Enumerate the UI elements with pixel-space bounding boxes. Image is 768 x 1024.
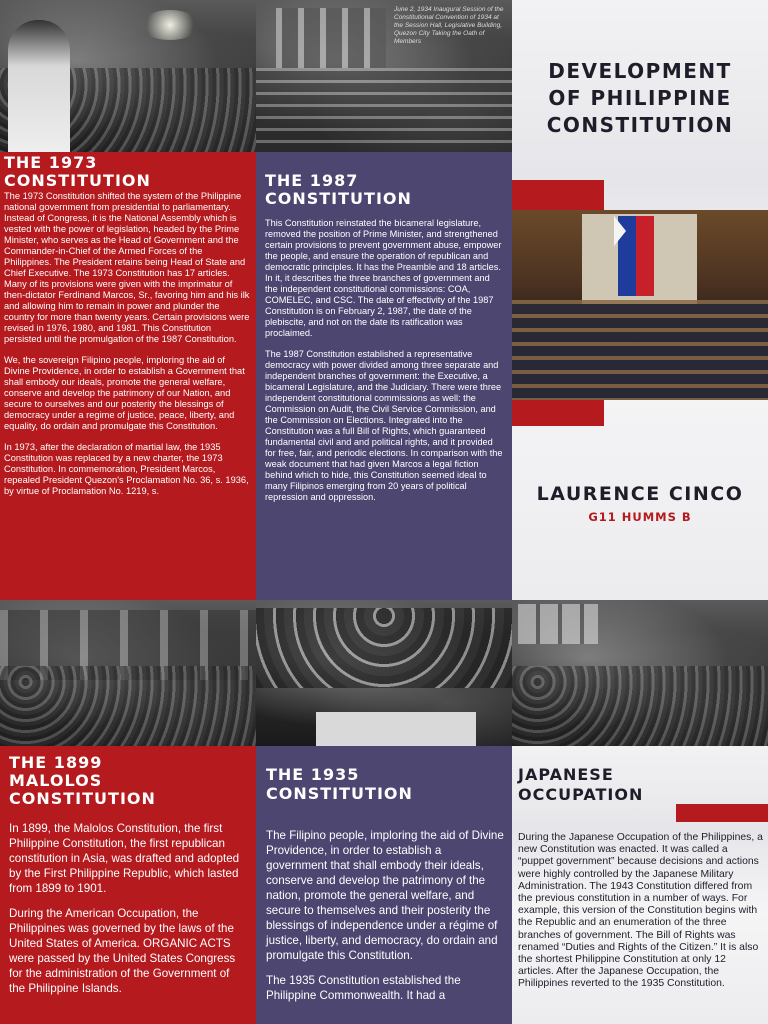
section-1987-heading — [265, 172, 412, 208]
signing-1935-photo — [256, 600, 512, 746]
section-1973-heading — [4, 154, 151, 190]
chandelier-glow — [140, 10, 200, 40]
heading-line-2: CONSTITUTION — [265, 189, 412, 208]
heading-line-1: THE 1935 — [266, 765, 360, 784]
crowd-texture — [512, 666, 768, 746]
heading-line-2: MALOLOS — [9, 771, 103, 790]
heading-line-1: THE 1899 — [9, 753, 103, 772]
flag-red-stripe — [636, 216, 654, 296]
paragraph: During the Japanese Occupation of the Philippines, a new Constitution was enacted. It was called a “puppet government” because decisions and actions were highly controlled by the Japanese Military Administration. The 1943 Constitution differed from the previous constitution in a number of ways. For example, this version of the Constitution begins with the Republic and an enumeration of the three branches of government. The Bill of Rights was renamed “Duties and Rights of the Citizen.” It is also the shortest Philippine Constitution at only 12 articles. After the Japanese Occupation, the Philippines reverted to the 1935 Constitution. — [518, 832, 763, 990]
japanese-assembly-photo — [512, 600, 768, 746]
marcos-speech-photo — [0, 0, 256, 152]
section-japanese-heading — [518, 765, 643, 805]
author-name: LAURENCE CINCO — [536, 483, 744, 505]
heading-line-1: THE 1987 — [265, 171, 359, 190]
convention-1934-photo — [256, 0, 512, 152]
signing-table — [316, 712, 476, 746]
section-1973 — [0, 152, 256, 600]
section-1935-body — [266, 828, 504, 1013]
section-japanese-body — [518, 832, 764, 991]
calligraphy-banners — [518, 604, 598, 644]
section-1935-heading — [266, 765, 413, 803]
accent-bar-top — [512, 180, 604, 210]
paragraph: In 1899, the Malolos Constitution, the first Philippine Constitution, the first republican constitution in Asia, was drafted and adopted by the First Philippine Republic, which lasted from 1899 to 1901. — [9, 822, 240, 895]
paragraph: In 1973, after the declaration of martial law, the 1935 Constitution was replaced by a new charter, the 1973 Constitution. In commemoration, President Marcos, repealed President Quezon's Proclamation No. 36, s. 1936, by virtue of Proclamation No. 1219, s. — [4, 442, 249, 496]
crowd-texture — [0, 666, 256, 746]
seating-rows — [256, 68, 512, 152]
section-1935 — [256, 746, 512, 1024]
paragraph: The 1935 Constitution established the Philippine Commonwealth. It had a — [266, 974, 461, 1002]
paragraph: The 1987 Constitution established a representative democracy with power divided among three separate and independent branches of government: the Executive, a bicameral Legislature, and the Judiciary. There were three independent constitutional commissions as well: the Commission on Audit, the Civil Service Commission, and the Commission on Elections. Integrated into the Constitution was a full Bill of Rights, which guaranteed fundamental civil and and political rights, and it provided for free, fair, and periodic elections. In comparison with the weak document that had given Marcos a legal fiction behind which to hide, this Constitution seemed ideal to many Filipinos emerging from 20 years of political repression and oppression. — [265, 349, 503, 502]
paragraph: The Filipino people, imploring the aid of Divine Providence, in order to establish a government that shall embody their ideals, conserve and develop the patrimony of the nation, promote the general welfare, and secure to themselves and their posterity the blessings of independence under a régime of justice, liberty, and democracy, do ordain and promulgate this Constitution. — [266, 829, 504, 962]
section-japanese-occupation — [512, 746, 768, 1024]
photo-caption: June 2, 1934 Inaugural Session of the Constitutional Convention of 1934 at the Session Hall, Legislative Building, Quezon City Taking the Oath of Members — [394, 6, 504, 45]
section-1899-heading — [9, 754, 156, 808]
heading-line-2: OCCUPATION — [518, 785, 644, 804]
paragraph: During the American Occupation, the Philippines was governed by the laws of the United States of America. ORGANIC ACTS were passed by the United States Congress for the administration of the Government of the Philippine Islands. — [9, 907, 236, 995]
title-line-2: OF PHILIPPINE — [548, 86, 732, 110]
paragraph: This Constitution reinstated the bicameral legislature, removed the position of Prime Minister, and strengthened certain provisions to prevent government abuse, empower the people, and ensure the operation of republican and democratic principles. It has the Preamble and 18 articles. In it, it describes the three branches of government and the independent constitutional commissions: COA, COMELEC, and CSC. The date of effectivity of the 1987 Constitution is on February 2, 1987, the date of the plebiscite, and not on the date its ratification was proclaimed. — [265, 218, 502, 338]
section-1987-body — [265, 218, 505, 513]
heading-line-2: CONSTITUTION — [4, 171, 151, 190]
accent-bar-japanese — [676, 804, 768, 822]
standing-officials — [256, 608, 512, 688]
malolos-church-photo — [0, 600, 256, 746]
heading-line-2: CONSTITUTION — [266, 784, 413, 803]
title-line-3: CONSTITUTION — [546, 113, 734, 137]
stage-columns — [276, 8, 386, 68]
section-1899-body — [9, 821, 247, 1006]
section-1899 — [0, 746, 256, 1024]
document-title — [512, 58, 768, 139]
author-class: G11 HUMMS B — [588, 510, 692, 524]
heading-line-3: CONSTITUTION — [9, 789, 156, 808]
heading-line-1: JAPANESE — [518, 765, 614, 784]
section-1973-body — [4, 191, 250, 507]
title-line-1: DEVELOPMENT — [548, 59, 732, 83]
heading-line-1: THE 1973 — [4, 153, 98, 172]
section-1987 — [256, 152, 512, 600]
session-hall-photo — [512, 210, 768, 400]
paragraph: We, the sovereign Filipino people, imploring the aid of Divine Providence, in order to establish a Government that shall embody our ideals, promote the general welfare, conserve and develop the patrimony of our Nation, and secure to ourselves and our posterity the blessings of democracy under a regime of justice, peace, liberty, and equality, do ordain and promulgate this Constitution. — [4, 355, 245, 431]
speaker-figure — [8, 20, 70, 152]
legislator-desks — [512, 300, 768, 400]
accent-bar-bottom — [512, 400, 604, 426]
paragraph: The 1973 Constitution shifted the system of the Philippine national government from presidential to parliamentary. Instead of Congress, it is the National Assembly which is vested with the power of legislation, headed by the Prime Minister, who serves as the Head of Government and the Commander-in-Chief of the Armed Forces of the Philippines. The President retains being Head of State and Chief Executive. The 1973 Constitution has 17 articles. Many of its provisions were given with the imprimatur of then-dictator Ferdinand Marcos, Sr., favoring him and his ilk and allowing him to remain in power and plunder the country for more than twenty years. Certain provisions were revised in 1976, 1980, and 1981. This Constitution persisted until the promulgation of the 1987 Constitution. — [4, 191, 250, 344]
title-panel — [512, 0, 768, 600]
